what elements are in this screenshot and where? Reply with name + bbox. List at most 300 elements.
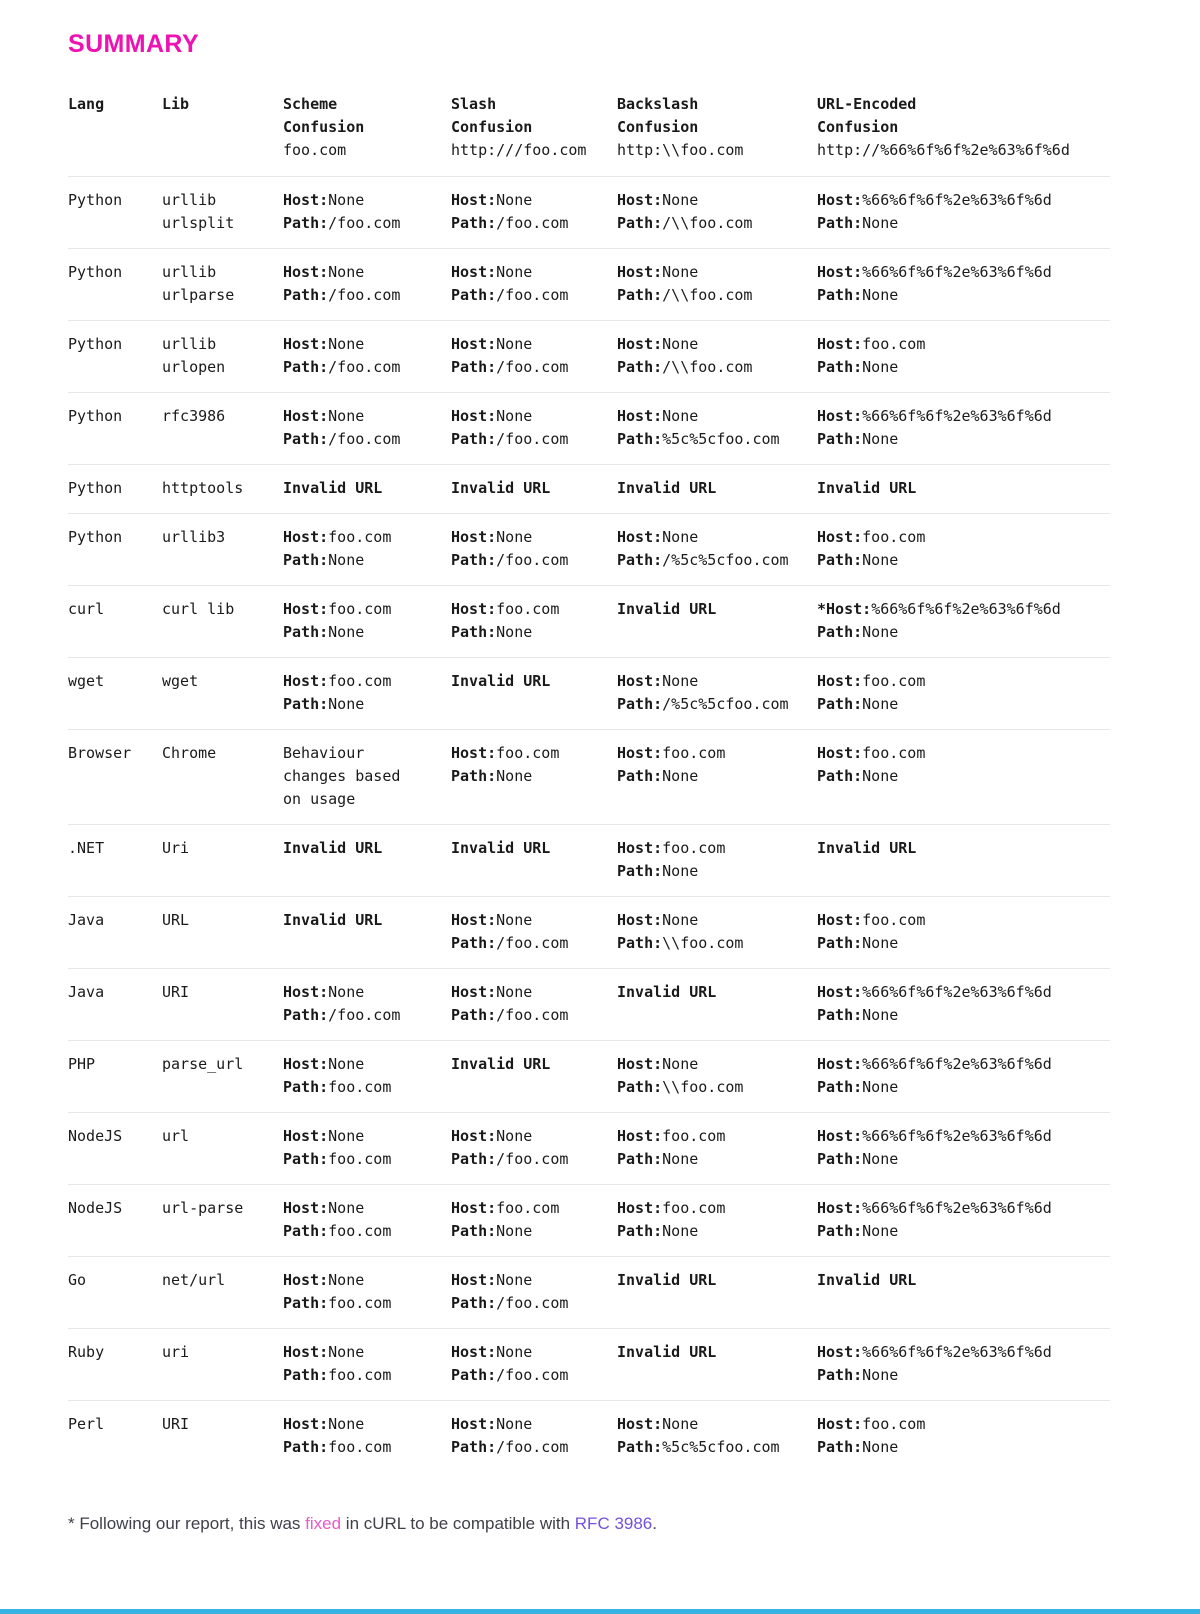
path-line [817, 1148, 1096, 1171]
host-label: Host: [617, 911, 663, 929]
url-encoded-confusion-result-cell [817, 405, 1110, 451]
invalid-url-label: Invalid URL [817, 839, 917, 857]
host-label: Host: [817, 407, 863, 425]
host-line [817, 1053, 1096, 1076]
path-label: Path: [283, 1366, 329, 1384]
column-header-lang [68, 93, 162, 162]
host-value: None [496, 911, 533, 929]
host-value: None [328, 1199, 365, 1217]
host-label: Host: [817, 983, 863, 1001]
host-value: foo.com [662, 744, 726, 762]
host-line [283, 261, 437, 284]
path-label: Path: [283, 1078, 329, 1096]
slash-confusion-result-cell [451, 909, 617, 955]
column-header-slash-confusion [451, 93, 617, 162]
scheme-confusion-result-cell [283, 526, 451, 572]
host-value: None [496, 1415, 533, 1433]
url-encoded-confusion-result-cell [817, 261, 1110, 307]
host-label: Host: [451, 191, 497, 209]
host-line [817, 742, 1096, 765]
path-value: /foo.com [496, 1150, 569, 1168]
column-title-line: Scheme [283, 95, 338, 113]
slash-confusion-result-cell [451, 837, 617, 883]
column-example-url: foo.com [283, 141, 347, 159]
host-value: None [662, 1415, 699, 1433]
path-label: Path: [451, 1294, 497, 1312]
path-value: /%5c%5cfoo.com [662, 695, 789, 713]
path-value: foo.com [328, 1366, 392, 1384]
path-line [817, 212, 1096, 235]
host-value: %66%6f%6f%2e%63%6f%6d [862, 1199, 1052, 1217]
host-line [817, 598, 1096, 621]
host-label: Host: [451, 335, 497, 353]
path-label: Path: [283, 623, 329, 641]
path-value: /foo.com [496, 1366, 569, 1384]
host-line [451, 909, 603, 932]
path-label: Path: [617, 695, 663, 713]
host-line [451, 333, 603, 356]
backslash-confusion-result-cell [617, 526, 817, 572]
path-value: \\foo.com [662, 1078, 744, 1096]
host-label: Host: [451, 911, 497, 929]
backslash-confusion-result-cell [617, 1269, 817, 1315]
path-label: Path: [817, 214, 863, 232]
table-row [68, 1256, 1110, 1328]
host-value: foo.com [862, 911, 926, 929]
host-value: foo.com [496, 1199, 560, 1217]
scheme-confusion-result-cell [283, 981, 451, 1027]
host-label: Host: [283, 528, 329, 546]
path-line [817, 1364, 1096, 1387]
host-label: Host: [451, 1415, 497, 1433]
lang-cell: Python [68, 335, 123, 353]
path-value: foo.com [328, 1294, 392, 1312]
host-label: Host: [283, 1343, 329, 1361]
path-label: Path: [617, 214, 663, 232]
path-label: Path: [283, 1006, 329, 1024]
host-label: Host: [451, 407, 497, 425]
host-line [817, 909, 1096, 932]
host-line [283, 405, 437, 428]
table-header-row [68, 93, 1110, 162]
invalid-url-label: Invalid URL [283, 911, 383, 929]
host-label: Host: [283, 191, 329, 209]
host-line [451, 1269, 603, 1292]
path-line [817, 932, 1096, 955]
column-title-line: Lang [68, 95, 105, 113]
path-line [617, 356, 803, 379]
path-label: Path: [283, 1294, 329, 1312]
scheme-confusion-result-cell [283, 598, 451, 644]
scheme-confusion-result-cell [283, 189, 451, 235]
table-row [68, 1328, 1110, 1400]
path-label: Path: [283, 695, 329, 713]
host-value: foo.com [496, 600, 560, 618]
host-label: Host: [817, 1055, 863, 1073]
host-value: foo.com [862, 335, 926, 353]
path-line [817, 621, 1096, 644]
column-header-url-encoded-confusion [817, 93, 1110, 162]
host-label: Host: [283, 983, 329, 1001]
url-encoded-confusion-result-cell [817, 1413, 1110, 1459]
path-line [451, 284, 603, 307]
path-value: /%5c%5cfoo.com [662, 551, 789, 569]
lang-cell: curl [68, 600, 105, 618]
backslash-confusion-result-cell [617, 742, 817, 811]
lang-cell: NodeJS [68, 1199, 123, 1217]
lib-cell: URL [162, 911, 190, 929]
lib-cell: wget [162, 672, 199, 690]
slash-confusion-result-cell [451, 1053, 617, 1099]
path-line [451, 1220, 603, 1243]
lang-cell: .NET [68, 839, 105, 857]
url-encoded-confusion-result-cell [817, 477, 1110, 500]
path-line [451, 549, 603, 572]
path-value: None [862, 1366, 899, 1384]
path-value: /foo.com [328, 358, 401, 376]
path-line [283, 693, 437, 716]
path-line [283, 1076, 437, 1099]
host-value: foo.com [328, 672, 392, 690]
host-line [817, 189, 1096, 212]
host-label: Host: [283, 335, 329, 353]
host-value: foo.com [862, 528, 926, 546]
path-value: None [862, 551, 899, 569]
invalid-url-label: Invalid URL [617, 983, 717, 1001]
backslash-confusion-result-cell [617, 189, 817, 235]
path-line [283, 284, 437, 307]
path-value: /foo.com [496, 214, 569, 232]
lang-cell: Python [68, 528, 123, 546]
host-line [451, 261, 603, 284]
path-line [451, 932, 603, 955]
path-label: Path: [451, 1006, 497, 1024]
host-line [283, 981, 437, 1004]
lib-cell: URI [162, 1415, 190, 1433]
host-line [283, 1413, 437, 1436]
path-line [617, 932, 803, 955]
host-value: None [496, 191, 533, 209]
url-encoded-confusion-result-cell [817, 1269, 1110, 1315]
lib-cell: urllib urlparse [162, 263, 235, 304]
lang-cell: Go [68, 1271, 87, 1289]
scheme-confusion-result-cell [283, 1269, 451, 1315]
scheme-confusion-result-cell [283, 1413, 451, 1459]
url-encoded-confusion-result-cell [817, 333, 1110, 379]
host-value: None [328, 1415, 365, 1433]
host-value: None [328, 1343, 365, 1361]
column-title-line: Confusion [817, 118, 899, 136]
path-value: None [862, 1078, 899, 1096]
url-encoded-confusion-result-cell [817, 1053, 1110, 1099]
host-line [617, 189, 803, 212]
url-encoded-confusion-result-cell [817, 742, 1110, 811]
host-value: None [496, 1271, 533, 1289]
path-value: None [862, 430, 899, 448]
lib-cell: uri [162, 1343, 190, 1361]
host-value: None [496, 1127, 533, 1145]
path-line [451, 1004, 603, 1027]
path-line [617, 1436, 803, 1459]
host-label: Host: [817, 1199, 863, 1217]
host-line [617, 261, 803, 284]
backslash-confusion-result-cell [617, 981, 817, 1027]
path-value: None [662, 862, 699, 880]
table-row [68, 1112, 1110, 1184]
path-value: None [328, 695, 365, 713]
backslash-confusion-result-cell [617, 909, 817, 955]
host-label: Host: [817, 744, 863, 762]
path-label: Path: [617, 1150, 663, 1168]
path-value: foo.com [328, 1438, 392, 1456]
path-value: /foo.com [496, 286, 569, 304]
lib-cell: rfc3986 [162, 407, 226, 425]
footnote-text: . [652, 1514, 657, 1533]
lang-cell: Python [68, 191, 123, 209]
backslash-confusion-result-cell [617, 405, 817, 451]
host-label: Host: [451, 263, 497, 281]
host-label: Host: [817, 1415, 863, 1433]
host-label: Host: [451, 983, 497, 1001]
path-line [817, 1004, 1096, 1027]
path-label: Path: [817, 623, 863, 641]
table-row [68, 320, 1110, 392]
path-line [617, 1220, 803, 1243]
path-value: /foo.com [496, 358, 569, 376]
path-line [283, 1364, 437, 1387]
backslash-confusion-result-cell [617, 670, 817, 716]
host-line [617, 670, 803, 693]
table-row [68, 896, 1110, 968]
path-label: Path: [817, 1078, 863, 1096]
host-label: Host: [283, 600, 329, 618]
host-value: %66%6f%6f%2e%63%6f%6d [862, 191, 1052, 209]
table-row [68, 176, 1110, 248]
invalid-url-label: Invalid URL [617, 600, 717, 618]
lib-cell: urllib3 [162, 528, 226, 546]
host-label: Host: [817, 335, 863, 353]
path-line [283, 1436, 437, 1459]
lib-cell: Uri [162, 839, 190, 857]
path-label: Path: [817, 767, 863, 785]
column-example-url: http:\\foo.com [617, 141, 744, 159]
path-label: Path: [451, 1150, 497, 1168]
host-value: None [328, 335, 365, 353]
host-line [617, 1197, 803, 1220]
path-label: Path: [283, 1150, 329, 1168]
path-label: Path: [451, 1366, 497, 1384]
host-value: None [328, 407, 365, 425]
host-line [451, 1341, 603, 1364]
path-value: /foo.com [496, 430, 569, 448]
path-value: None [862, 358, 899, 376]
host-value: %66%6f%6f%2e%63%6f%6d [862, 983, 1052, 1001]
host-value: %66%6f%6f%2e%63%6f%6d [862, 263, 1052, 281]
host-value: None [328, 191, 365, 209]
path-line [817, 428, 1096, 451]
path-value: foo.com [328, 1078, 392, 1096]
host-value: None [328, 983, 365, 1001]
path-value: /\\foo.com [662, 358, 753, 376]
path-label: Path: [283, 358, 329, 376]
slash-confusion-result-cell [451, 1197, 617, 1243]
host-value: None [328, 1055, 365, 1073]
path-label: Path: [817, 934, 863, 952]
path-label: Path: [283, 1438, 329, 1456]
host-label: Host: [617, 672, 663, 690]
host-label: Host: [617, 263, 663, 281]
path-label: Path: [451, 551, 497, 569]
backslash-confusion-result-cell [617, 1125, 817, 1171]
lang-cell: Java [68, 911, 105, 929]
path-value: /foo.com [496, 1438, 569, 1456]
path-line [817, 693, 1096, 716]
slash-confusion-result-cell [451, 333, 617, 379]
host-value: %66%6f%6f%2e%63%6f%6d [862, 407, 1052, 425]
slash-confusion-result-cell [451, 189, 617, 235]
host-label: Host: [283, 263, 329, 281]
path-line [817, 356, 1096, 379]
lang-cell: Python [68, 407, 123, 425]
path-label: Path: [617, 862, 663, 880]
scheme-confusion-result-cell [283, 261, 451, 307]
invalid-url-label: Invalid URL [617, 479, 717, 497]
path-line [283, 1220, 437, 1243]
url-encoded-confusion-result-cell [817, 670, 1110, 716]
host-label: *Host: [817, 600, 872, 618]
host-label: Host: [617, 407, 663, 425]
column-example-url: http:///foo.com [451, 141, 587, 159]
table-row [68, 513, 1110, 585]
table-row [68, 248, 1110, 320]
host-label: Host: [617, 1127, 663, 1145]
slash-confusion-result-cell [451, 670, 617, 716]
path-label: Path: [817, 286, 863, 304]
slash-confusion-result-cell [451, 526, 617, 572]
host-label: Host: [283, 1271, 329, 1289]
host-line [817, 526, 1096, 549]
url-encoded-confusion-result-cell [817, 837, 1110, 883]
slash-confusion-result-cell [451, 1341, 617, 1387]
invalid-url-label: Invalid URL [283, 839, 383, 857]
host-line [451, 981, 603, 1004]
scheme-confusion-result-cell [283, 1053, 451, 1099]
path-value: None [496, 767, 533, 785]
path-label: Path: [617, 767, 663, 785]
host-label: Host: [283, 672, 329, 690]
path-line [817, 1076, 1096, 1099]
path-value: None [862, 1438, 899, 1456]
host-line [283, 189, 437, 212]
slash-confusion-result-cell [451, 405, 617, 451]
host-label: Host: [451, 1343, 497, 1361]
host-value: None [662, 672, 699, 690]
host-label: Host: [283, 1055, 329, 1073]
host-line [283, 1341, 437, 1364]
lang-cell: Ruby [68, 1343, 105, 1361]
slash-confusion-result-cell [451, 261, 617, 307]
host-label: Host: [451, 600, 497, 618]
invalid-url-label: Invalid URL [451, 672, 551, 690]
lib-cell: Chrome [162, 744, 217, 762]
scheme-confusion-result-cell [283, 1125, 451, 1171]
path-value: None [862, 286, 899, 304]
path-label: Path: [283, 551, 329, 569]
path-label: Path: [817, 1006, 863, 1024]
host-label: Host: [817, 191, 863, 209]
path-label: Path: [451, 214, 497, 232]
path-value: None [862, 934, 899, 952]
path-label: Path: [451, 430, 497, 448]
lang-cell: PHP [68, 1055, 96, 1073]
path-value: None [328, 551, 365, 569]
path-line [451, 1436, 603, 1459]
path-value: None [662, 1222, 699, 1240]
footnote-link-fixed[interactable]: fixed [305, 1514, 342, 1533]
host-value: None [662, 528, 699, 546]
host-label: Host: [617, 1055, 663, 1073]
host-value: foo.com [862, 672, 926, 690]
host-label: Host: [451, 1199, 497, 1217]
path-value: None [862, 214, 899, 232]
url-encoded-confusion-result-cell [817, 1125, 1110, 1171]
host-label: Host: [817, 1343, 863, 1361]
path-line [617, 693, 803, 716]
path-value: None [662, 767, 699, 785]
host-value: None [496, 407, 533, 425]
host-line [283, 1269, 437, 1292]
footnote-text: * Following our report, this was [68, 1514, 306, 1533]
host-value: %66%6f%6f%2e%63%6f%6d [862, 1055, 1052, 1073]
path-label: Path: [451, 1222, 497, 1240]
host-line [817, 981, 1096, 1004]
path-label: Path: [283, 286, 329, 304]
host-line [617, 742, 803, 765]
host-line [617, 909, 803, 932]
path-line [451, 765, 603, 788]
slash-confusion-result-cell [451, 1125, 617, 1171]
footnote-link-rfc-3986[interactable]: RFC 3986 [574, 1514, 653, 1533]
url-encoded-confusion-result-cell [817, 981, 1110, 1027]
path-line [283, 1292, 437, 1315]
path-value: %5c%5cfoo.com [662, 430, 780, 448]
host-line [283, 1125, 437, 1148]
path-label: Path: [451, 1438, 497, 1456]
host-label: Host: [617, 191, 663, 209]
footnote [68, 1514, 1110, 1534]
host-value: foo.com [662, 839, 726, 857]
host-value: None [328, 1127, 365, 1145]
host-value: None [662, 263, 699, 281]
invalid-url-label: Invalid URL [451, 839, 551, 857]
host-value: %66%6f%6f%2e%63%6f%6d [862, 1127, 1052, 1145]
host-line [817, 670, 1096, 693]
lib-cell: parse_url [162, 1055, 244, 1073]
lang-cell: Python [68, 479, 123, 497]
invalid-url-label: Invalid URL [451, 1055, 551, 1073]
path-line [817, 765, 1096, 788]
host-line [451, 526, 603, 549]
host-value: None [496, 1343, 533, 1361]
path-label: Path: [451, 358, 497, 376]
scheme-confusion-result-cell [283, 742, 451, 811]
host-label: Host: [617, 335, 663, 353]
invalid-url-label: Invalid URL [817, 1271, 917, 1289]
host-label: Host: [817, 528, 863, 546]
host-value: None [662, 335, 699, 353]
path-label: Path: [617, 1222, 663, 1240]
host-label: Host: [283, 1199, 329, 1217]
